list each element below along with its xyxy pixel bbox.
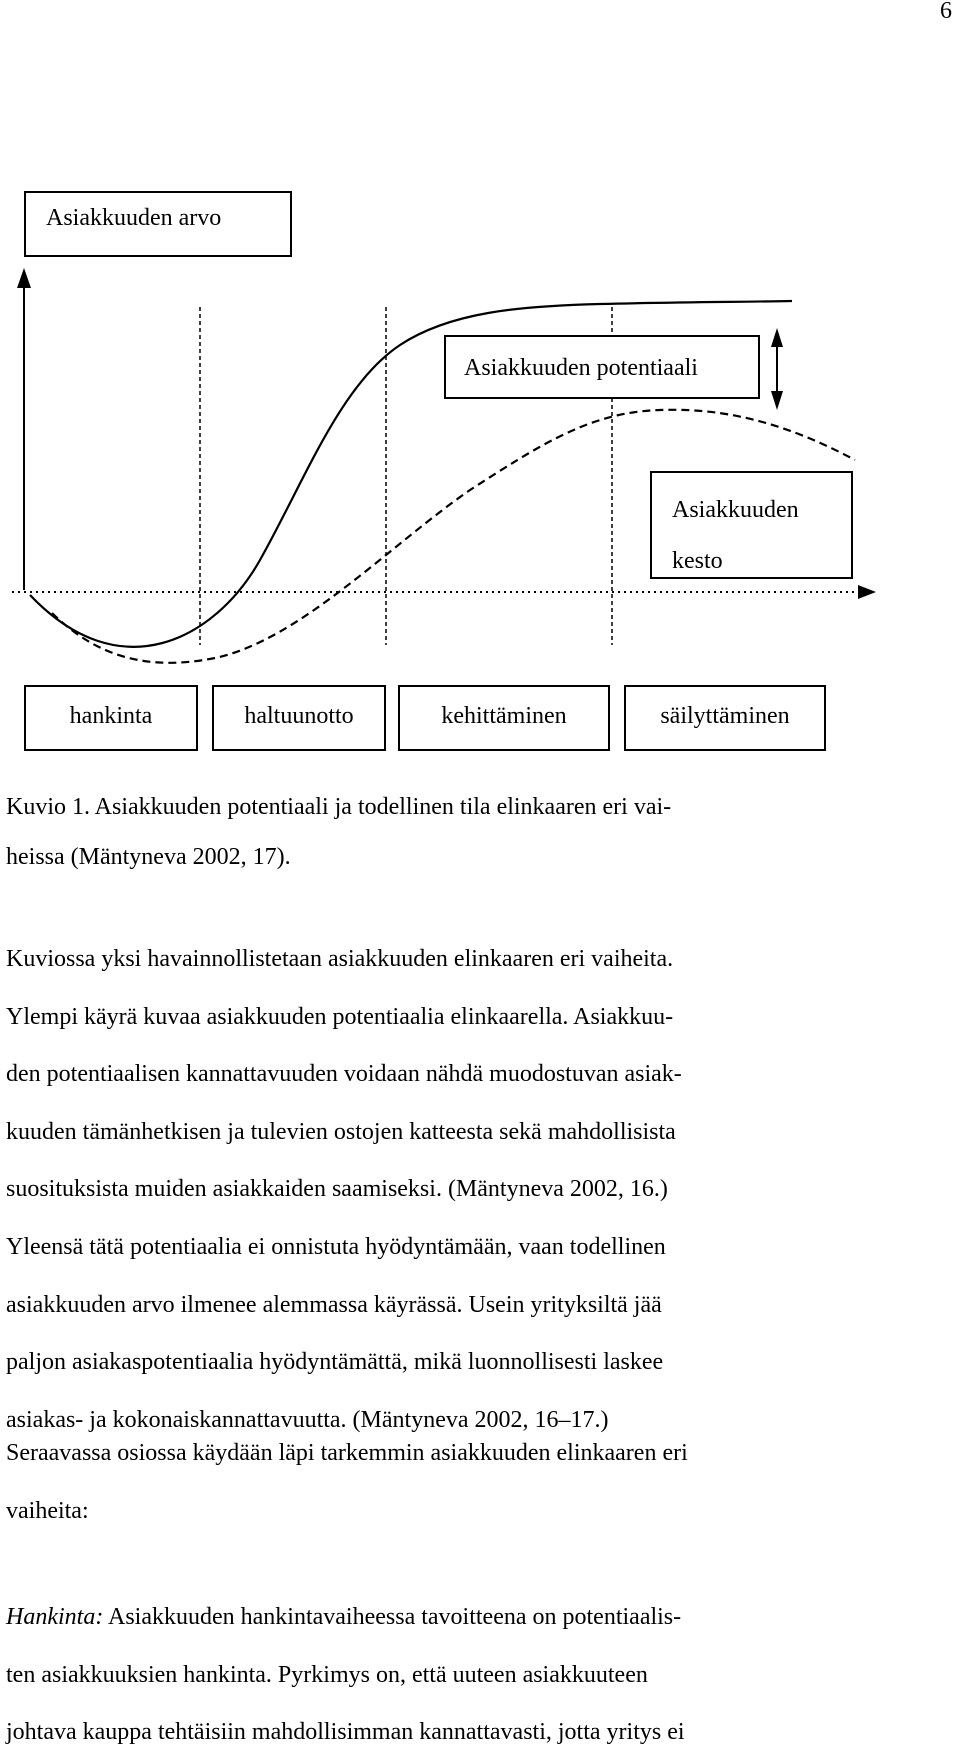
stage-haltuunotto: haltuunotto xyxy=(212,685,386,751)
text-line: asiakas- ja kokonaiskannattavuutta. (Mäntyneva 2002, 16–17.) xyxy=(6,1406,609,1433)
text-line: asiakkuuden arvo ilmenee alemmassa käyrässä. Usein yrityksiltä jää xyxy=(6,1291,662,1318)
gap-arrowhead-up xyxy=(771,328,783,347)
term-hankinta: Hankinta: xyxy=(6,1604,104,1630)
value-label: Asiakkuuden arvo xyxy=(46,205,222,231)
text-line: Ylempi käyrä kuvaa asiakkuuden potentiaalia elinkaarella. Asiakkuu- xyxy=(6,1003,674,1030)
text-line: kuuden tämänhetkisen ja tulevien ostojen katteesta sekä mahdollisista xyxy=(6,1118,676,1145)
paragraph-1 xyxy=(6,931,954,1449)
page-number: 6 xyxy=(940,0,952,24)
paragraph-3 xyxy=(6,1589,954,1762)
figure-caption xyxy=(6,782,906,882)
text-line: Kuviossa yksi havainnollistetaan asiakkuuden elinkaaren eri vaiheita. xyxy=(6,946,674,972)
duration-label-line2: kesto xyxy=(672,548,723,574)
text-line: johtava kauppa tehtäisiin mahdollisimman kannattavasti, jotta yritys ei xyxy=(6,1719,685,1746)
potential-label: Asiakkuuden potentiaali xyxy=(464,355,698,381)
caption-line: heissa (Mäntyneva 2002, 17). xyxy=(6,844,291,870)
gap-arrowhead-down xyxy=(771,391,783,410)
potential-label-box xyxy=(444,335,760,399)
text-line: Seraavassa osiossa käydään läpi tarkemmin asiakkuuden elinkaaren eri xyxy=(6,1440,688,1466)
stage-hankinta: hankinta xyxy=(24,685,198,751)
text-line: ten asiakkuuksien hankinta. Pyrkimys on, että uuteen asiakkuuteen xyxy=(6,1661,648,1688)
text-line: den potentiaalisen kannattavuuden voidaan nähdä muodostuvan asiak- xyxy=(6,1061,682,1088)
text-line: Yleensä tätä potentiaalia ei onnistuta hyödyntämään, vaan todellinen xyxy=(6,1233,666,1260)
paragraph-2 xyxy=(6,1425,954,1540)
duration-label-line1: Asiakkuuden xyxy=(672,497,799,523)
text-line: paljon asiakaspotentiaalia hyödyntämättä, mikä luonnollisesti laskee xyxy=(6,1349,664,1376)
stage-kehittaminen: kehittäminen xyxy=(398,685,610,751)
text-segment: Asiakkuuden hankintavaiheessa tavoitteena on potentiaalis- xyxy=(103,1604,682,1630)
x-axis-arrowhead xyxy=(858,585,876,599)
caption-line: Kuvio 1. Asiakkuuden potentiaali ja todellinen tila elinkaaren eri vai- xyxy=(6,794,672,820)
duration-label-box xyxy=(650,471,853,579)
text-line: suosituksista muiden asiakkaiden saamiseksi. (Mäntyneva 2002, 16.) xyxy=(6,1176,668,1203)
text-line xyxy=(6,1589,954,1647)
stage-sailyttaminen: säilyttäminen xyxy=(624,685,826,751)
lifecycle-figure xyxy=(0,0,960,760)
value-label-box xyxy=(24,191,292,257)
y-axis-arrowhead xyxy=(17,268,31,288)
text-line: vaiheita: xyxy=(6,1497,89,1524)
